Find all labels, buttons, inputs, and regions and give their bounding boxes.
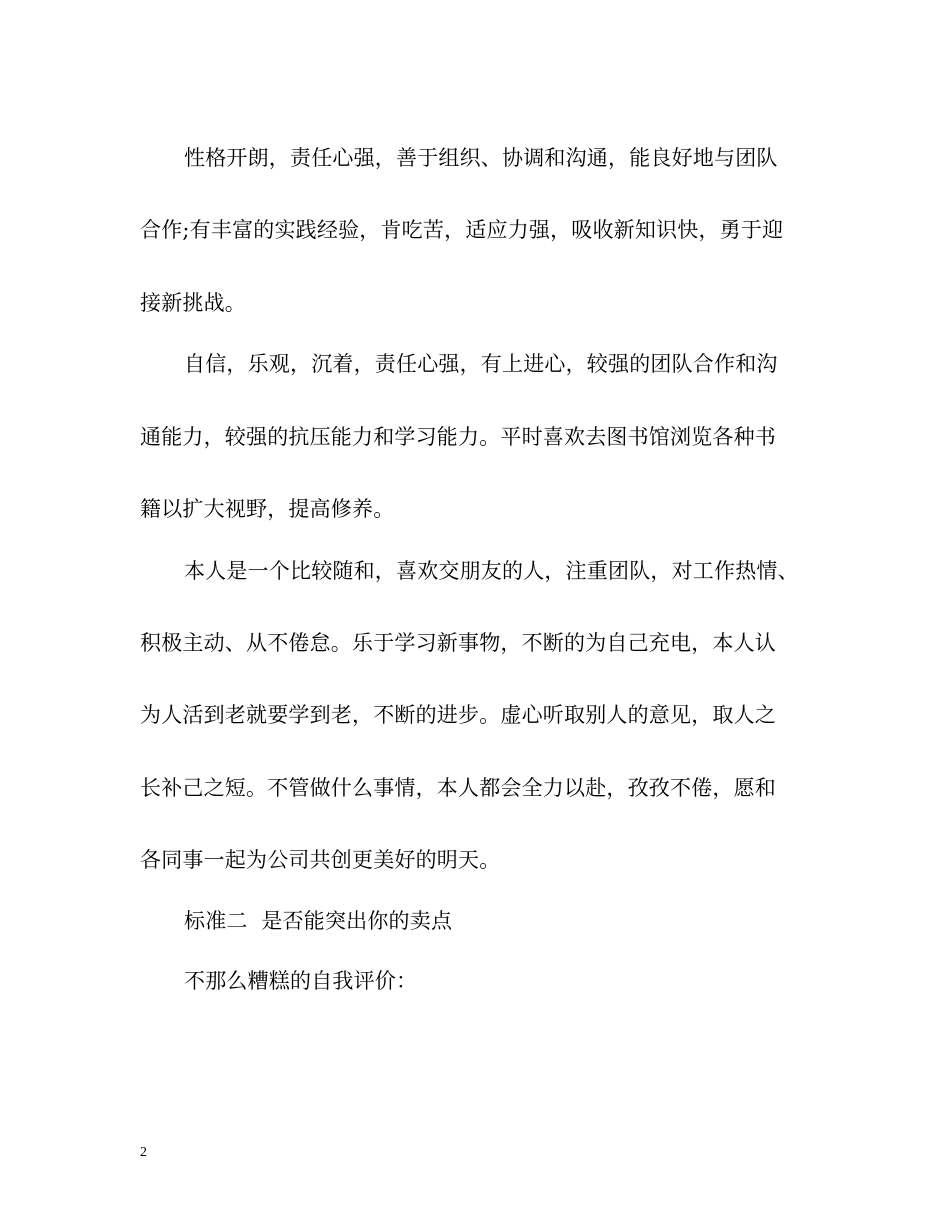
paragraph-3-line-5: 各同事一起为公司共创更美好的明天。 — [140, 848, 501, 872]
paragraph-2-line-3: 籍以扩大视野，提高修养。 — [140, 497, 395, 521]
paragraph-3-line-2: 积极主动、从不倦怠。乐于学习新事物，不断的为自己充电，本人认 — [140, 631, 776, 655]
paragraph-3-line-1: 本人是一个比较随和，喜欢交朋友的人，注重团队，对工作热情、 — [184, 559, 799, 583]
paragraph-2-line-2: 通能力，较强的抗压能力和学习能力。平时喜欢去图书馆浏览各种书 — [140, 425, 776, 449]
paragraph-1-line-3: 接新挑战。 — [140, 291, 246, 315]
paragraph-2-line-1: 自信，乐观，沉着，责任心强，有上进心，较强的团队合作和沟 — [184, 352, 778, 376]
paragraph-1-line-2: 合作;有丰富的实践经验，肯吃苦，适应力强，吸收新知识快，勇于迎 — [140, 218, 784, 242]
paragraph-3-line-3: 为人活到老就要学到老，不断的进步。虚心听取别人的意见，取人之 — [140, 703, 776, 727]
paragraph-1-line-1: 性格开朗，责任心强，善于组织、协调和沟通，能良好地与团队 — [184, 146, 778, 170]
page-number: 2 — [140, 1145, 147, 1160]
section-heading: 标准二 是否能突出你的卖点 — [184, 909, 453, 933]
paragraph-3-line-4: 长补己之短。不管做什么事情，本人都会全力以赴，孜孜不倦，愿和 — [140, 776, 776, 800]
subheading: 不那么糟糕的自我评价： — [184, 969, 418, 993]
